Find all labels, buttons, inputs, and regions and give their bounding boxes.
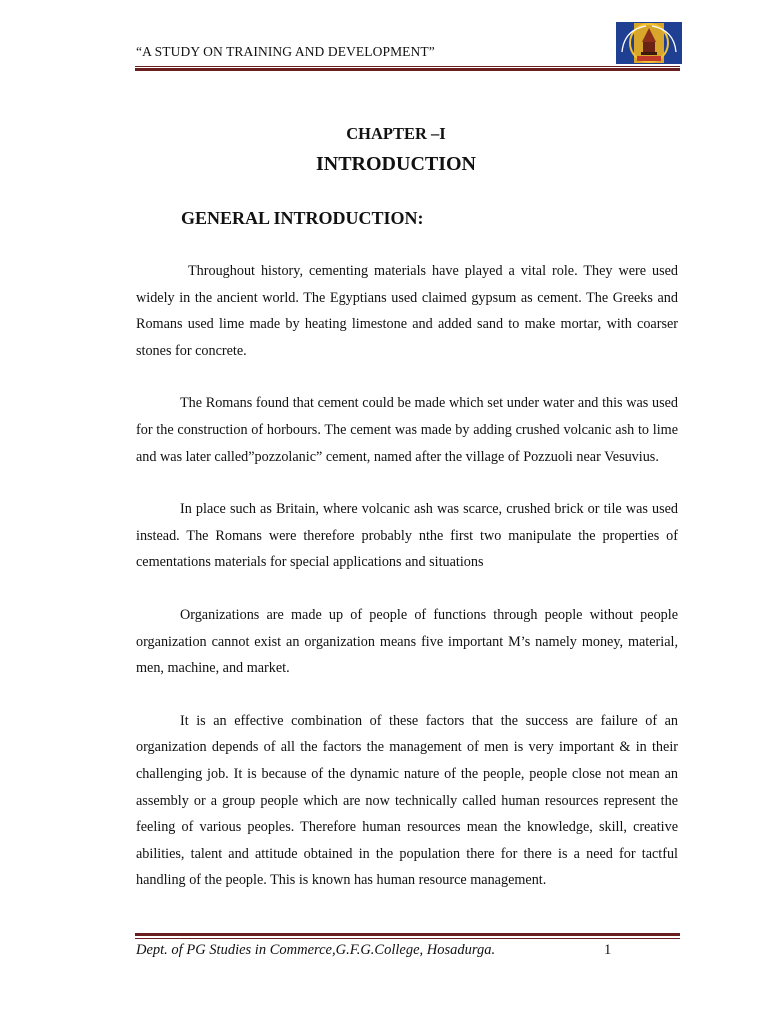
page-number: 1 xyxy=(604,942,612,958)
chapter-label: CHAPTER –I xyxy=(346,124,446,143)
running-header-title: “A STUDY ON TRAINING AND DEVELOPMENT” xyxy=(136,44,435,59)
footer-rule-thick xyxy=(135,933,680,936)
header-rule-thick xyxy=(135,68,680,71)
footer-department: Dept. of PG Studies in Commerce,G.F.G.College, Hosadurga. xyxy=(136,942,496,958)
paragraph-2: The Romans found that cement could be made which set under water and this was used for the construction of horbours. The cement was made by adding crushed volcanic ash to lime and was later called”pozzolanic” cement, named after the village of Pozzuoli near Vesuvius. xyxy=(136,395,678,465)
section-heading: GENERAL INTRODUCTION: xyxy=(181,208,424,228)
header-rule-thin xyxy=(135,66,680,67)
paragraph-4: Organizations are made up of people of functions through people without people organization cannot exist an organization means five important M’s namely money, material, men, machine, and market. xyxy=(136,606,678,677)
company-logo-emblem-icon xyxy=(616,22,682,64)
paragraph-1: Throughout history, cementing materials have played a vital role. They were used widely in the ancient world. The Egyptians used claimed gypsum as cement. The Greeks and Romans used lime made by heating limestone and added sand to make mortar, with coarser stones for concrete. xyxy=(136,263,678,359)
body-text xyxy=(136,258,678,920)
paragraph-3: In place such as Britain, where volcanic ash was scarce, crushed brick or tile was used instead. The Romans were therefore probably nthe first two manipulate the properties of cementations materials for special applications and situations xyxy=(136,501,678,571)
chapter-title: INTRODUCTION xyxy=(315,153,477,175)
paragraph-5: It is an effective combination of these factors that the success are failure of an organization depends of all the factors the management of men is very important & in their challenging job. It is because of the dynamic nature of the people, people close not mean an assembly or a group people which are now technically called human resources represent the feeling of various peoples. Therefore human resources mean the knowledge, skill, creative abilities, talent and attitude obtained in the population there for there is a need for tactful handling of the people. This is known has human resource management. xyxy=(136,712,678,889)
footer-rule-thin xyxy=(135,938,680,939)
